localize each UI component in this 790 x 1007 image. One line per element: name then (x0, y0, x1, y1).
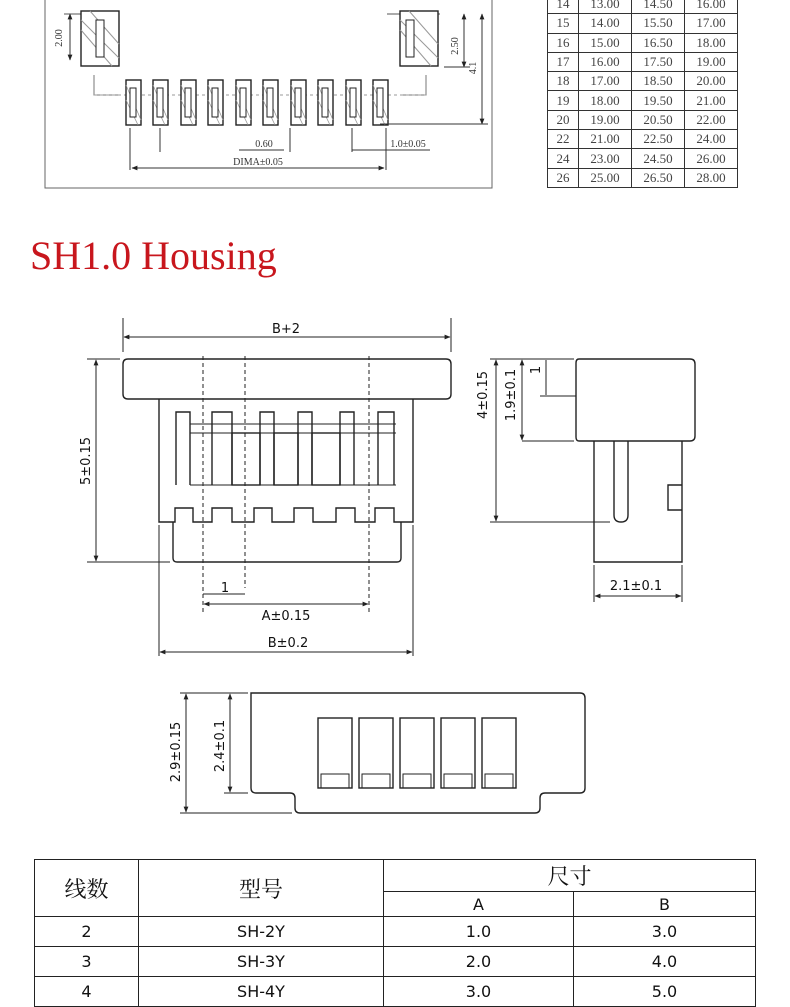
spec-cell-b: 4.0 (574, 947, 756, 977)
contact-window (274, 433, 298, 485)
pitch-cell-value: 14.50 (632, 0, 685, 14)
side-height-label: 4±0.15 (476, 370, 491, 420)
signal-pad (236, 80, 251, 125)
pitch-table-row (548, 110, 738, 129)
header-a: A (384, 892, 574, 917)
spec-cell-wires: 2 (35, 917, 139, 947)
dim-0-60-label: 0.60 (255, 139, 273, 150)
pitch-cell-pins: 16 (548, 33, 579, 52)
pitch-cell-value: 15.00 (579, 33, 632, 52)
side-upper-label: 1.9±0.1 (504, 368, 519, 422)
pitch-table-row (548, 149, 738, 168)
pitch-cell-value: 19.00 (685, 52, 738, 71)
pitch-cell-value: 22.00 (685, 110, 738, 129)
contact-slot (260, 412, 274, 485)
pitch-dimension-table (547, 0, 738, 188)
contact-slot (378, 412, 394, 485)
signal-pad (318, 80, 333, 125)
pitch-cell-pins: 17 (548, 52, 579, 71)
signal-pad (126, 80, 141, 125)
header-size: 尺寸 (384, 860, 756, 892)
header-model: 型号 (139, 860, 384, 917)
dim-b-plus-2-label: B+2 (271, 322, 301, 337)
dim-pitch-1-label: 1 (220, 581, 230, 596)
pitch-cell-value: 20.50 (632, 110, 685, 129)
spec-row (35, 977, 756, 1007)
signal-pad (346, 80, 361, 125)
pitch-cell-value: 21.00 (685, 91, 738, 110)
contact-slots (176, 412, 394, 485)
header-wires: 线数 (35, 860, 139, 917)
spec-cell-wires: 4 (35, 977, 139, 1007)
pitch-cell-pins: 24 (548, 149, 579, 168)
spec-cell-model: SH-3Y (139, 947, 384, 977)
pitch-cell-value: 18.00 (579, 91, 632, 110)
spec-cell-a: 3.0 (384, 977, 574, 1007)
pitch-table-row (548, 130, 738, 149)
pitch-table-row (548, 0, 738, 14)
spec-cell-wires: 3 (35, 947, 139, 977)
housing-side-view (576, 359, 695, 562)
spec-table (34, 859, 756, 1007)
signal-pad (208, 80, 223, 125)
dim-pitch-label: 1.0±0.05 (390, 139, 426, 150)
pitch-cell-value: 21.00 (579, 130, 632, 149)
section-title: SH1.0 Housing (30, 233, 277, 278)
signal-pads (126, 80, 388, 125)
pitch-cell-value: 24.50 (632, 149, 685, 168)
mount-pad-left (81, 11, 119, 66)
spec-cell-model: SH-2Y (139, 917, 384, 947)
pitch-cell-value: 18.50 (632, 72, 685, 91)
pitch-cell-value: 23.00 (579, 149, 632, 168)
pitch-cell-value: 20.00 (685, 72, 738, 91)
contact-slot (176, 412, 190, 485)
pitch-cell-value: 17.00 (579, 72, 632, 91)
pitch-cell-pins: 19 (548, 91, 579, 110)
pitch-table-row (548, 72, 738, 91)
pitch-cell-value: 14.00 (579, 14, 632, 33)
housing-bottom-view (251, 693, 585, 813)
pitch-cell-value: 26.50 (632, 168, 685, 187)
spec-cell-a: 2.0 (384, 947, 574, 977)
pitch-cell-pins: 20 (548, 110, 579, 129)
pitch-table-row (548, 14, 738, 33)
contact-window (312, 433, 340, 485)
pitch-cell-value: 17.00 (685, 14, 738, 33)
contact-slot (340, 412, 354, 485)
spec-row (35, 917, 756, 947)
header-b: B (574, 892, 756, 917)
mount-pad-right (400, 11, 438, 66)
pitch-cell-pins: 14 (548, 0, 579, 14)
side-top-label: 1 (529, 365, 544, 375)
pitch-cell-pins: 18 (548, 72, 579, 91)
dim-b-label: B±0.2 (267, 636, 309, 651)
pitch-table-row (548, 52, 738, 71)
signal-pad (263, 80, 278, 125)
contact-slot (212, 412, 232, 485)
dim-4-1-label: 4.1 (468, 61, 479, 75)
signal-pad (373, 80, 388, 125)
dim-a-label: A±0.15 (261, 609, 311, 624)
spec-cell-model: SH-4Y (139, 977, 384, 1007)
dim-height-label: 5±0.15 (79, 436, 94, 486)
housing-front-view (123, 359, 451, 562)
spec-cell-b: 5.0 (574, 977, 756, 1007)
pitch-cell-value: 25.00 (579, 168, 632, 187)
pitch-table-row (548, 33, 738, 52)
spec-cell-b: 3.0 (574, 917, 756, 947)
side-width-label: 2.1±0.1 (609, 579, 663, 594)
pitch-cell-value: 19.50 (632, 91, 685, 110)
pitch-cell-value: 16.00 (579, 52, 632, 71)
spec-header-row (35, 860, 756, 892)
pitch-cell-value: 15.50 (632, 14, 685, 33)
contact-slot (298, 412, 312, 485)
pitch-cell-pins: 22 (548, 130, 579, 149)
pitch-cell-value: 16.50 (632, 33, 685, 52)
bottom-outer-label: 2.9±0.15 (169, 721, 184, 783)
pitch-cell-value: 28.00 (685, 168, 738, 187)
signal-pad (181, 80, 196, 125)
pitch-cell-value: 24.00 (685, 130, 738, 149)
pitch-cell-value: 18.00 (685, 33, 738, 52)
pitch-cell-value: 17.50 (632, 52, 685, 71)
bottom-inner-label: 2.4±0.1 (213, 719, 228, 773)
pitch-cell-value: 19.00 (579, 110, 632, 129)
spec-cell-a: 1.0 (384, 917, 574, 947)
pitch-cell-pins: 26 (548, 168, 579, 187)
pitch-cell-value: 26.00 (685, 149, 738, 168)
pitch-cell-pins: 15 (548, 14, 579, 33)
dim-dima-label: DIMA±0.05 (233, 157, 283, 168)
pitch-table-row (548, 168, 738, 187)
pitch-cell-value: 16.00 (685, 0, 738, 14)
signal-pad (291, 80, 306, 125)
pitch-table-row (548, 91, 738, 110)
dim-2-00-label: 2.00 (54, 29, 65, 47)
pitch-cell-value: 22.50 (632, 130, 685, 149)
spec-row (35, 947, 756, 977)
contact-window (232, 433, 260, 485)
signal-pad (153, 80, 168, 125)
pitch-cell-value: 13.00 (579, 0, 632, 14)
dim-2-50-label: 2.50 (450, 37, 461, 55)
